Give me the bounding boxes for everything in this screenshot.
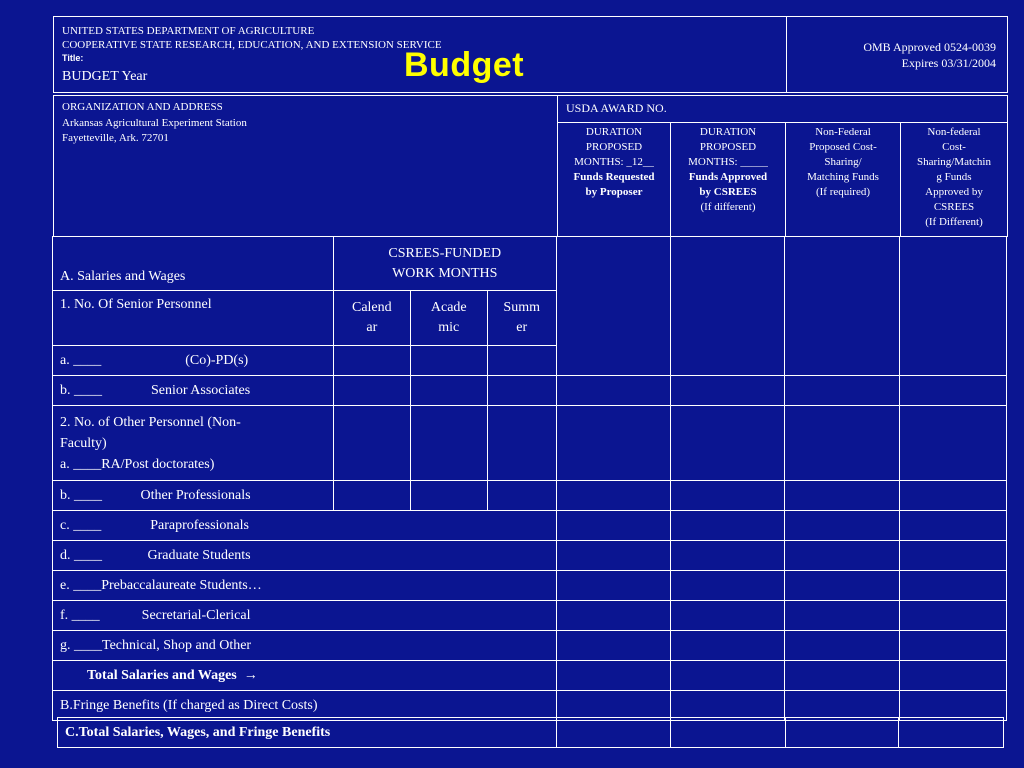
calendar-line2: ar (366, 320, 378, 335)
cell[interactable] (900, 631, 1007, 661)
cell[interactable] (785, 571, 900, 601)
summer-line1: Summ (503, 300, 540, 315)
omb-expires: Expires 03/31/2004 (901, 56, 996, 70)
cell[interactable] (333, 376, 410, 406)
cell[interactable] (410, 346, 487, 376)
cell[interactable] (785, 376, 900, 406)
col3-line4: Matching Funds (807, 171, 879, 183)
award-label: USDA AWARD NO. (566, 101, 667, 115)
cell[interactable] (333, 481, 410, 511)
calendar-line1: Calend (351, 300, 392, 315)
cell[interactable] (900, 571, 1007, 601)
cell[interactable] (670, 237, 785, 376)
col2-line3: MONTHS: _____ (688, 156, 768, 168)
cell[interactable] (670, 541, 785, 571)
cell[interactable] (785, 511, 900, 541)
col2-line1: DURATION (699, 126, 757, 138)
senior-personnel: 1. No. Of Senior Personnel (53, 291, 334, 346)
secretarial-label: f. ____ Secretarial-Clerical (53, 601, 557, 631)
col-header-nonfed-proposed (785, 122, 901, 237)
cell[interactable] (487, 481, 556, 511)
cell[interactable] (556, 481, 670, 511)
budget-table (52, 236, 1007, 721)
cell[interactable] (556, 571, 670, 601)
cell[interactable] (557, 718, 671, 748)
cell[interactable] (670, 601, 785, 631)
col2-bold2: by CSREES (699, 186, 757, 198)
grand-total-label: C.Total Salaries, Wages, and Fringe Benefits (58, 718, 557, 748)
technical-label: g. ____Technical, Shop and Other (53, 631, 557, 661)
title-label: Title: (62, 53, 84, 63)
cell[interactable] (899, 718, 1004, 748)
org-line1: Arkansas Agricultural Experiment Station (62, 117, 247, 129)
omb-approved: OMB Approved 0524-0039 (863, 40, 996, 54)
cell[interactable] (556, 661, 670, 691)
dept-name: UNITED STATES DEPARTMENT OF AGRICULTURE (62, 25, 315, 37)
col3-line3: Sharing/ (824, 156, 862, 168)
cell[interactable] (785, 601, 900, 631)
cell[interactable] (900, 481, 1007, 511)
table-row (53, 601, 1007, 631)
cell[interactable] (487, 376, 556, 406)
cell[interactable] (410, 376, 487, 406)
cell[interactable] (900, 511, 1007, 541)
table-row (53, 631, 1007, 661)
table-row (53, 571, 1007, 601)
pd-row-label: a. ____ (Co)-PD(s) (53, 346, 334, 376)
cell[interactable] (785, 237, 900, 376)
cell[interactable] (556, 541, 670, 571)
table-row (53, 481, 1007, 511)
cell[interactable] (900, 541, 1007, 571)
col3-line5: (If required) (815, 186, 871, 198)
cell[interactable] (556, 237, 670, 376)
cell[interactable] (785, 631, 900, 661)
cell[interactable] (900, 237, 1007, 376)
salaries-heading: A. Salaries and Wages (53, 237, 334, 291)
cell[interactable] (410, 406, 487, 481)
cell[interactable] (556, 376, 670, 406)
col4-line6: CSREES (933, 201, 975, 213)
col-header-nonfed-approved (900, 122, 1008, 237)
cell[interactable] (333, 346, 410, 376)
other-line2: Faculty) (60, 435, 107, 451)
grad-label: d. ____ Graduate Students (53, 541, 557, 571)
col4-line1: Non-federal (927, 126, 981, 138)
col4-line7: (If Different) (925, 216, 983, 228)
cell[interactable] (900, 406, 1007, 481)
header-right-box (786, 16, 1008, 93)
col1-line2: PROPOSED (585, 141, 643, 153)
cell[interactable] (670, 571, 785, 601)
calendar-header (333, 291, 410, 346)
col1-bold2: by Proposer (585, 186, 643, 198)
assoc-row-label: b. ____ Senior Associates (53, 376, 334, 406)
slide-title: Budget (404, 46, 525, 84)
cell[interactable] (410, 481, 487, 511)
cell[interactable] (670, 376, 785, 406)
other-personnel-label (53, 406, 334, 481)
col4-line5: Approved by (925, 186, 983, 198)
table-row (53, 691, 1007, 721)
prebac-label: e. ____Prebaccalaureate Students… (53, 571, 557, 601)
summer-line2: er (516, 320, 528, 335)
cell[interactable] (785, 481, 900, 511)
col-header-requested (557, 122, 671, 237)
col4-line4: g Funds (936, 171, 972, 183)
table-row (58, 718, 1004, 748)
total-salaries-label: Total Salaries and Wages → (53, 661, 557, 691)
col2-line2: PROPOSED (699, 141, 757, 153)
col3-line1: Non-Federal (815, 126, 871, 138)
cell[interactable] (556, 691, 670, 721)
cell[interactable] (670, 481, 785, 511)
table-row (53, 511, 1007, 541)
fringe-label: B.Fringe Benefits (If charged as Direct Costs) (53, 691, 557, 721)
col1-bold1: Funds Requested (573, 171, 655, 183)
cell[interactable] (333, 406, 410, 481)
col3-line2: Proposed Cost- (809, 141, 877, 153)
cell[interactable] (900, 601, 1007, 631)
academic-line2: mic (438, 320, 460, 335)
service-name: COOPERATIVE STATE RESEARCH, EDUCATION, AND EXTENSION SERVICE (62, 39, 442, 51)
cell[interactable] (785, 406, 900, 481)
cell[interactable] (487, 406, 556, 481)
cell[interactable] (670, 661, 785, 691)
csrees-line2: WORK MONTHS (392, 265, 498, 281)
cell[interactable] (556, 601, 670, 631)
other-line3: a. ____RA/Post doctorates) (60, 456, 215, 472)
col4-line3: Sharing/Matchin (917, 156, 991, 168)
csrees-line1: CSREES-FUNDED (388, 245, 502, 261)
cell[interactable] (785, 691, 900, 721)
cell[interactable] (556, 631, 670, 661)
table-row (53, 541, 1007, 571)
cell[interactable] (671, 718, 786, 748)
col2-line4: (If different) (700, 201, 756, 213)
table-row (53, 661, 1007, 691)
org-label: ORGANIZATION AND ADDRESS (62, 101, 223, 113)
cell[interactable] (670, 406, 785, 481)
academic-line1: Acade (430, 300, 467, 315)
table-row (53, 406, 1007, 481)
col1-line1: DURATION (585, 126, 643, 138)
cell[interactable] (785, 541, 900, 571)
cell[interactable] (900, 661, 1007, 691)
col4-line2: Cost- (942, 141, 966, 153)
table-row (53, 237, 1007, 291)
cell[interactable] (670, 691, 785, 721)
summer-header (487, 291, 556, 346)
col-header-approved (670, 122, 786, 237)
cell[interactable] (487, 346, 556, 376)
other-line1: 2. No. of Other Personnel (Non- (60, 414, 241, 430)
budget-year: BUDGET Year (62, 69, 148, 84)
cell[interactable] (786, 718, 899, 748)
para-label: c. ____ Paraprofessionals (53, 511, 557, 541)
col2-bold1: Funds Approved (688, 171, 768, 183)
cell[interactable] (670, 511, 785, 541)
cell[interactable] (556, 511, 670, 541)
other-prof-label: b. ____ Other Professionals (53, 481, 334, 511)
cell[interactable] (900, 376, 1007, 406)
org-line2: Fayetteville, Ark. 72701 (62, 132, 169, 144)
grand-total-table (57, 717, 1004, 748)
col1-line3: MONTHS: _12__ (574, 156, 654, 168)
table-row (53, 376, 1007, 406)
academic-header (410, 291, 487, 346)
csrees-funded-header (333, 237, 556, 291)
cell[interactable] (556, 406, 670, 481)
cell[interactable] (785, 661, 900, 691)
cell[interactable] (670, 631, 785, 661)
cell[interactable] (900, 691, 1007, 721)
